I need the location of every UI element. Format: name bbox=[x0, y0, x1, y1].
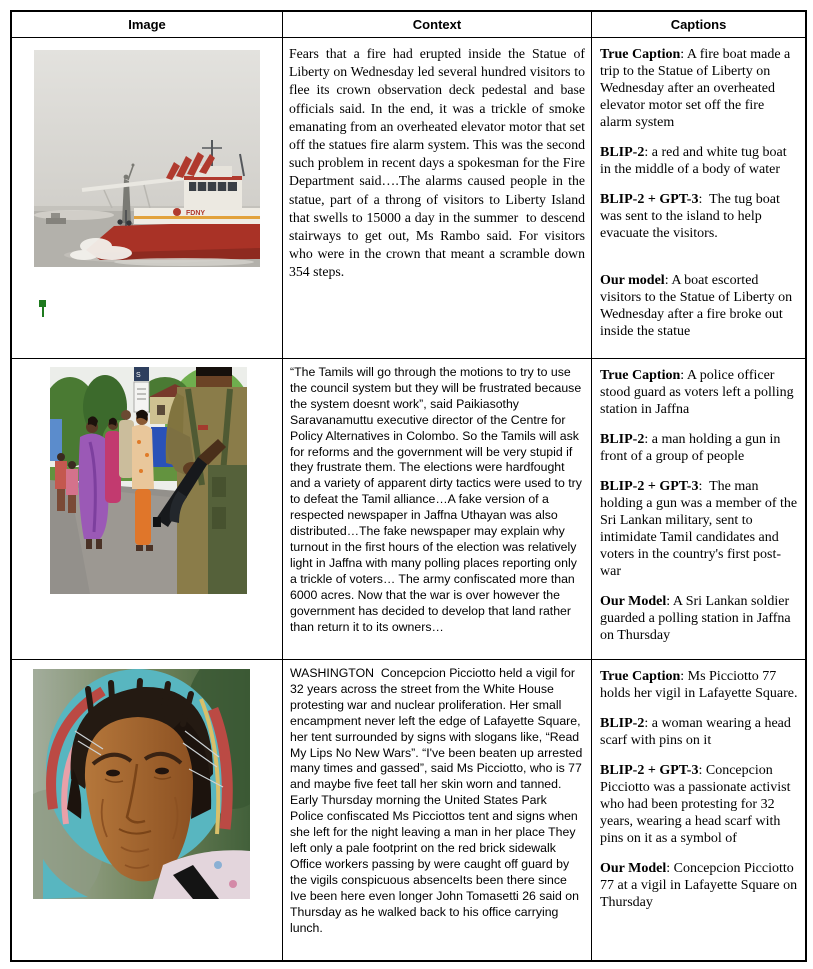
row-3-true-caption-text: : Ms Picciotto 77 holds her vigil in Lafayette Square. bbox=[600, 669, 798, 701]
row-2-true-caption-label: True Caption bbox=[600, 368, 681, 383]
row-3-blip2-label: BLIP-2 bbox=[600, 716, 645, 731]
insignia bbox=[198, 425, 208, 430]
row-2-blip2-gpt3-text: : The man holding a gun was a member of the Sri Lankan military, sent to intimidate Tamil candidates and voters in the country's first post-war bbox=[600, 479, 801, 579]
row-2-context-text: “The Tamils will go through the motions to try to use the council system but they will be frustrated because the system doesnt work”, said Paikiasothy Saravanamuttu executive director of the Centre for Policy Alternatives in Colombo. So the Tamils will ask for reforms and the government will be very stupid if they frustrate them. The elections were hardfought and a variety of apparent dirty tactics were used to try to defeat the Tamil alliance…A fake version of a respected newspaper in Jaffna Uthayan was also distributed…The fake newspaper may explain why turnout in the first hours of the election was relatively light in Jaffna with many polling places reporting only a trickle of voters… The army confiscated more than 6000 acres. Now that the war is over however the government has decided to develop that land rather than return it to its owners… bbox=[290, 365, 586, 634]
row-2-blip2-label: BLIP-2 bbox=[600, 432, 645, 447]
green-cursor-line bbox=[42, 307, 44, 317]
column-header-captions-label: Captions bbox=[670, 17, 727, 32]
column-header-image bbox=[12, 12, 283, 38]
row-3-true-caption bbox=[600, 668, 799, 702]
row-3-captions bbox=[592, 660, 805, 960]
row-3-blip2-gpt3-caption bbox=[600, 762, 799, 847]
column-header-captions bbox=[592, 12, 805, 38]
row-2-our-model-text: : A Sri Lankan soldier guarded a polling station in Jaffna on Thursday bbox=[600, 594, 795, 643]
row-1-blip2-caption bbox=[600, 144, 799, 178]
row-3-blip2-text: : a woman wearing a head scarf with pins on it bbox=[600, 716, 795, 748]
soldier-photo-svg bbox=[50, 367, 247, 594]
row-2-true-caption-text: : A police officer stood guard as voters left a polling station in Jaffna bbox=[600, 368, 798, 417]
row-1-true-caption-label: True Caption bbox=[600, 47, 681, 62]
fdny-lettering: FDNY bbox=[186, 210, 206, 217]
row-3-our-model-text: : Concepcion Picciotto 77 at a vigil in Lafayette Square on Thursday bbox=[600, 861, 801, 910]
row-1-our-model-caption bbox=[600, 272, 799, 340]
row-2-our-model-label: Our Model bbox=[600, 594, 667, 609]
row-1-blip2-gpt3-caption bbox=[600, 191, 799, 242]
elderly-woman-photo-svg bbox=[33, 669, 250, 899]
row-2-blip2-gpt3-label: BLIP-2 + GPT-3 bbox=[600, 479, 699, 494]
row-3-our-model-caption bbox=[600, 860, 799, 911]
row-3-image-cell bbox=[12, 660, 283, 960]
row-3-context-text: WASHINGTON Concepcion Picciotto held a vigil for 32 years across the street from the White House protesting war and nuclear proliferation. Her small encampment never left the edge of Lafayette Square, her tent surrounded by signs with slogans like, “Read My Lips No New Wars”. “I've been beaten up arrested many times and gassed”, said Ms Picciotto, who is 77 and maybe five feet tall her skin worn and tanned. Early Thursday morning the United States Park Police confiscated Ms Picciottos tent and signs when she left for the night leaving a man in her place They left only a pale footprint on the red brick sidewalk Office workers passing by were caught off guard by the vigils conspicuous absenceIts been there since Ive been here even longer John Tomasetti 26 said on Thursday as he walked back to his office carrying lunch. bbox=[290, 666, 586, 935]
row-2-image-cell bbox=[12, 359, 283, 660]
row-3-blip2-gpt3-label: BLIP-2 + GPT-3 bbox=[600, 763, 699, 778]
green-cursor-marker bbox=[39, 300, 46, 307]
row-2-our-model-caption bbox=[600, 593, 799, 644]
row-1-blip2-gpt3-label: BLIP-2 + GPT-3 bbox=[600, 192, 699, 207]
row-2-blip2-text: : a man holding a gun in front of a group of people bbox=[600, 432, 784, 464]
svg-text:S: S bbox=[136, 372, 141, 379]
row-1-image-cell bbox=[12, 38, 283, 359]
fire-boat-photo bbox=[34, 50, 260, 267]
row-2-captions bbox=[592, 359, 805, 660]
right-eye bbox=[155, 768, 169, 775]
row-3-blip2-caption bbox=[600, 715, 799, 749]
left-eye bbox=[106, 770, 120, 777]
column-header-image-label: Image bbox=[128, 17, 166, 32]
row-1-true-caption-text: : A fire boat made a trip to the Statue of Liberty on Wednesday after an overheated elevator motor set off the fire alarm system bbox=[600, 47, 794, 130]
row-1-our-model-label: Our model bbox=[600, 273, 665, 288]
row-3-blip2-gpt3-text: : Concepcion Picciotto was a passionate activist who had been protesting for 32 years, wearing a head scarf with pins on it as a symbol of bbox=[600, 763, 795, 846]
row-1-context-text: Fears that a fire had erupted inside the Statue of Liberty on Wednesday led several hundred visitors to flee its crown observation deck pedestal and base officials said. In the end, it was a trickle of smoke emanating from an overheated elevator motor that set off the statues fire alarm system. This was the second such problem in recent days a spokesman for the Fire Department said….The alarms caused people in the statue, part of a throng of visitors to Liberty Island that swells to 15000 a day in the summer to descend stairways to get out, Ms Rambo said. For visitors who were in the crown that meant a scramble down 354 steps. bbox=[289, 46, 589, 280]
row-1-captions bbox=[592, 38, 805, 359]
row-1-blip2-text: : a red and white tug boat in the middle of a body of water bbox=[600, 145, 791, 177]
row-1-context bbox=[283, 38, 592, 359]
row-2-blip2-gpt3-caption bbox=[600, 478, 799, 580]
row-1-blip2-label: BLIP-2 bbox=[600, 145, 645, 160]
results-table bbox=[10, 10, 807, 962]
row-1-blip2-gpt3-text: : The tug boat was sent to the island to help evacuate the visitors. bbox=[600, 192, 784, 241]
row-2-blip2-caption bbox=[600, 431, 799, 465]
row-1-true-caption bbox=[600, 46, 799, 131]
girl-orange bbox=[132, 410, 154, 551]
column-header-context bbox=[283, 12, 592, 38]
row-3-true-caption-label: True Caption bbox=[600, 669, 681, 684]
row-2-true-caption bbox=[600, 367, 799, 418]
fire-boat-photo-svg bbox=[34, 50, 260, 267]
elderly-woman-photo bbox=[33, 669, 250, 899]
row-3-our-model-label: Our Model bbox=[600, 861, 667, 876]
soldier-polling-photo bbox=[50, 367, 247, 594]
column-header-context-label: Context bbox=[412, 17, 462, 32]
row-1-our-model-text: : A boat escorted visitors to the Statue of Liberty on Wednesday after a fire broke out inside the statue bbox=[600, 273, 796, 339]
row-2-context bbox=[283, 359, 592, 660]
row-3-context bbox=[283, 660, 592, 960]
